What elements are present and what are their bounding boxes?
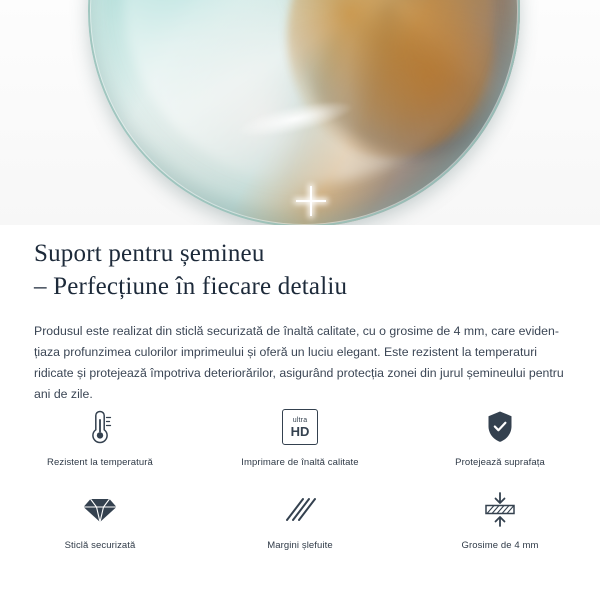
feature-thickness	[400, 488, 600, 551]
feature-grid	[0, 405, 600, 551]
feature-label: Grosime de 4 mm	[461, 540, 539, 551]
feature-temperature	[0, 405, 200, 468]
hero-image	[0, 0, 600, 225]
feature-polished-edges	[200, 488, 400, 551]
feature-label: Rezistent la temperatură	[47, 457, 153, 468]
description-paragraph: Produsul este realizat din sticlă securizată de înaltă calitate, cu o grosime de 4 mm, care eviden-țiaza profunzimea culorilor imprimeului și oferă un luciu elegant. Este rezistent la temperaturi ridicate și protejează împotriva deteriorărilor, asigurând protecția zonei din jurul șemineului pentru ani de zile.	[34, 324, 564, 401]
ultra-hd-top-text: ultra	[292, 416, 308, 424]
feature-label: Protejează suprafața	[455, 457, 545, 468]
thermometer-icon	[84, 405, 116, 449]
thickness-icon	[481, 488, 519, 532]
feature-label: Imprimare de înaltă calitate	[241, 457, 359, 468]
feature-surface-protection	[400, 405, 600, 468]
feature-tempered-glass	[0, 488, 200, 551]
feature-label: Margini șlefuite	[267, 540, 333, 551]
shield-check-icon	[483, 405, 517, 449]
ultra-hd-bottom-text: HD	[290, 423, 310, 439]
headline-line-1: Suport pentru șemineu	[34, 240, 265, 267]
polished-edges-icon	[281, 488, 319, 532]
headline-line-2: – Perfecțiune în fiecare detaliu	[34, 273, 348, 300]
feature-label: Sticlă securizată	[64, 540, 136, 551]
feature-print-quality	[200, 405, 400, 468]
ultra-hd-icon	[282, 405, 318, 449]
page-title	[34, 237, 566, 303]
glass-plate-product	[88, 0, 520, 225]
text-content	[0, 225, 600, 405]
diamond-icon	[81, 488, 119, 532]
